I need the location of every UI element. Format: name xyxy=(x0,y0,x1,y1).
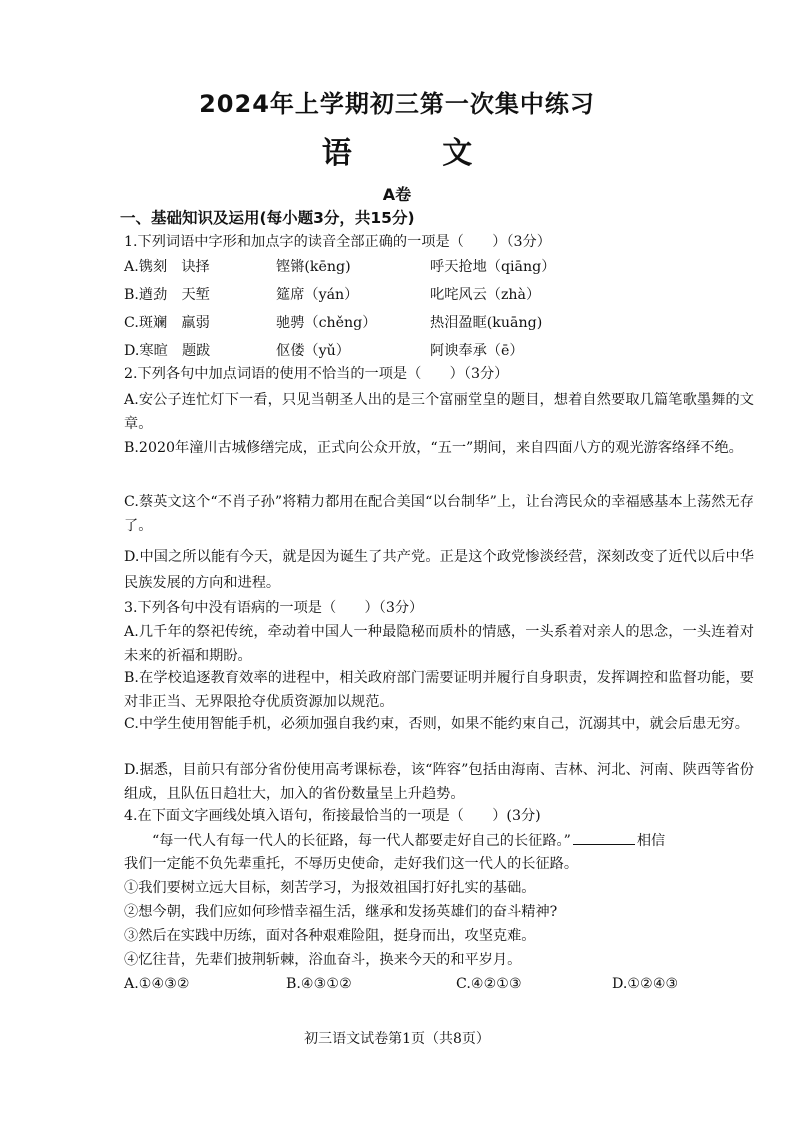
q1-option-b-pinyin2: 叱咤风云（zhà） xyxy=(430,287,541,303)
subject-title: 语 文 xyxy=(321,136,513,171)
q2-option-b: B.2020年潼川古城修缮完成，正式向公众开放，“五一”期间，来自四面八方的观光游客络绎不绝。 xyxy=(124,440,743,456)
q1-option-b-words: B.遒劲 天堑 xyxy=(124,287,210,303)
q3-option-d: D.据悉，目前只有部分省份使用高考课标卷，该“阵容”包括由海南、吉林、河北、河南、陕西等省份组成，且队伍日趋壮大，加入的省份数量呈上升趋势。 xyxy=(124,762,754,802)
q1-option-d-words: D.寒暄 题跋 xyxy=(124,343,211,359)
q2-option-a: A.安公子连忙灯下一看，只见当朝圣人出的是三个富丽堂皇的题目，想着自然要取几篇笔歌墨舞的文章。 xyxy=(124,392,754,432)
q1-option-a-words: A.镌刻 诀择 xyxy=(124,259,210,275)
q2-option-d: D.中国之所以能有今天，就是因为诞生了共产党。正是这个政党惨淡经营，深刻改变了近代以后中华民族发展的方向和进程。 xyxy=(124,549,754,591)
q1-stem: 1.下列词语中字形和加点字的读音全部正确的一项是（ ）（3分） xyxy=(124,234,551,250)
q4-fill-blank xyxy=(573,830,635,845)
q1-option-b-pinyin1: 筵席（yán） xyxy=(276,287,359,303)
q4-quote-line1 xyxy=(124,830,665,851)
q4-option-c: C.④②①③ xyxy=(456,976,522,992)
q1-option-c-pinyin2: 热泪盈眶(kuāng) xyxy=(430,315,543,331)
q1-option-a-pinyin1: 铿锵(kēng) xyxy=(276,259,351,275)
q4-stem: 4.在下面文字画线处填入语句，衔接最恰当的一项是（ ）(3分) xyxy=(124,808,541,824)
q4-quote-line2: 我们一定能不负先辈重托，不辱历史使命，走好我们这一代人的长征路。 xyxy=(124,856,579,872)
q4-item-2: ②想今朝，我们应如何珍惜幸福生活，继承和发扬英雄们的奋斗精神? xyxy=(124,904,558,920)
q2-option-c: C.蔡英文这个“不肖子孙”将精力都用在配合美国“以台制华”上，让台湾民众的幸福感基本上荡然无存了。 xyxy=(124,494,754,534)
q1-option-c-words: C.斑斓 羸弱 xyxy=(124,315,210,331)
q4-item-1: ①我们要树立远大目标，刻苦学习，为报效祖国打好扎实的基础。 xyxy=(124,880,536,896)
q2-stem: 2.下列各句中加点词语的使用不恰当的一项是（ ）（3分） xyxy=(124,366,509,382)
q3-option-a: A.几千年的祭祀传统，牵动着中国人一种最隐秘而质朴的情感，一头系着对亲人的思念，一头连着对未来的祈福和期盼。 xyxy=(124,624,754,664)
page-footer: 初三语文试卷第1页（共8页） xyxy=(304,1031,490,1047)
q1-option-d-pinyin2: 阿谀奉承（ē） xyxy=(430,343,524,359)
q4-item-3: ③然后在实践中历练，面对各种艰难险阻，挺身而出，攻坚克难。 xyxy=(124,928,536,944)
q3-option-b: B.在学校追逐教育效率的进程中，相关政府部门需要证明并履行自身职责，发挥调控和监督功能，要对非正当、无界限抢夺优质资源加以规范。 xyxy=(124,670,754,710)
q4-quote-end: 相信 xyxy=(636,833,666,849)
q1-option-c-pinyin1: 驰骋（chěng） xyxy=(276,315,377,331)
q4-option-b: B.④③①② xyxy=(286,976,352,992)
section-heading: 一、基础知识及运用(每小题3分，共15分) xyxy=(120,209,415,227)
q1-option-d-pinyin1: 伛偻（yǔ） xyxy=(276,343,350,359)
q1-option-a-pinyin2: 呼天抢地（qiāng） xyxy=(430,259,556,275)
exam-title: 2024年上学期初三第一次集中练习 xyxy=(199,90,595,118)
q3-option-c: C.中学生使用智能手机，必须加强自我约束，否则，如果不能约束自己，沉溺其中，就会后患无穷。 xyxy=(124,716,749,732)
volume-label: A卷 xyxy=(382,185,412,204)
q4-quote-start: “每一代人有每一代人的长征路，每一代人都要走好自己的长征路。” xyxy=(152,833,571,849)
q4-option-a: A.①④③② xyxy=(124,976,190,992)
q4-item-4: ④忆往昔，先辈们披荆斩棘，浴血奋斗，换来今天的和平岁月。 xyxy=(124,952,522,968)
q3-stem: 3.下列各句中没有语病的一项是（ ）（3分） xyxy=(124,600,424,616)
q4-option-d: D.①②④③ xyxy=(612,976,679,992)
